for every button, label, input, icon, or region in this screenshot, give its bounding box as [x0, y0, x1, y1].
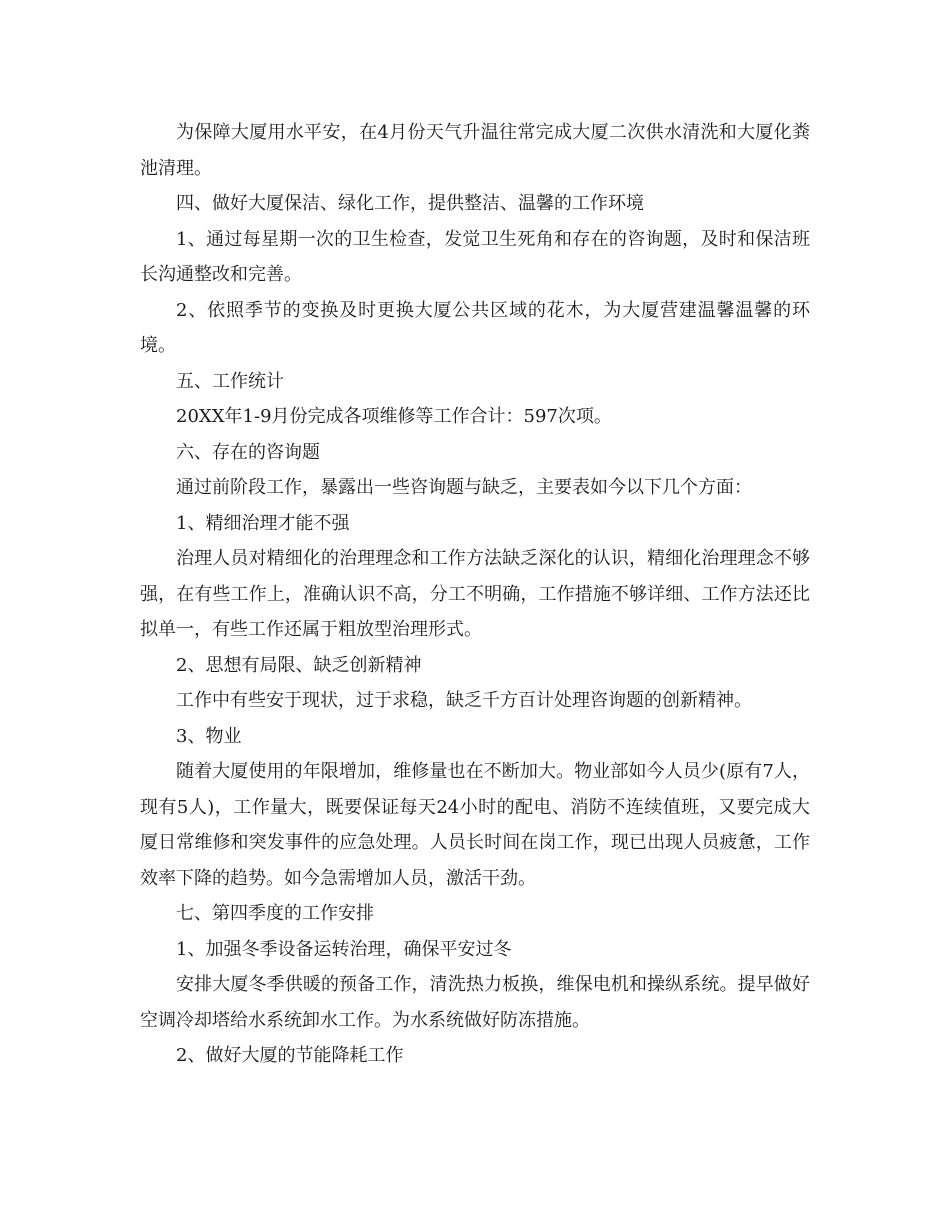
paragraph-problems-intro: 通过前阶段工作，暴露出一些咨询题与缺乏，主要表如今以下几个方面：: [176, 477, 752, 498]
heading-q4-plan: 七、第四季度的工作安排: [176, 903, 374, 924]
paragraph-property-staffing: 随着大厦使用的年限增加，维修量也在不断加大。物业部如今人员少(原有7人，现有5人)，工作量大，既要保证每天24小时的配电、消防不连续值班，又要完成大厦日常维修和突发事件的应急处理。人员长时间在岗工作，现已出现人员疲惫，工作效率下降的趋势。如今急需增加人员，激活干劲。: [140, 761, 810, 889]
paragraph-hygiene-check: 1、通过每星期一次的卫生检查，发觉卫生死角和存在的咨询题，及时和保洁班长沟通整改和完善。: [140, 228, 810, 285]
subheading-innovation: 2、思想有局限、缺乏创新精神: [176, 654, 422, 676]
heading-work-statistics: 五、工作统计: [176, 370, 284, 392]
heading-cleaning-greening: 四、做好大厦保洁、绿化工作，提供整洁、温馨的工作环境: [176, 193, 644, 214]
subheading-property: 3、物业: [176, 725, 242, 747]
paragraph-winter-heating: 安排大厦冬季供暖的预备工作，清洗热力板换，维保电机和操纵系统。提早做好空调冷却塔给水系统卸水工作。为水系统做好防冻措施。: [140, 974, 810, 1031]
subheading-fine-management: 1、精细治理才能不强: [176, 512, 350, 534]
subheading-winter-equipment: 1、加强冬季设备运转治理，确保平安过冬: [176, 938, 512, 960]
paragraph-water-safety: 为保障大厦用水平安，在4月份天气升温往常完成大厦二次供水清洗和大厦化粪池清理。: [140, 122, 810, 179]
paragraph-statistics-total: 20XX年1-9月份完成各项维修等工作合计：597次项。: [176, 406, 612, 427]
paragraph-fine-management: 治理人员对精细化的治理理念和工作方法缺乏深化的认识，精细化治理理念不够强，在有些工作上，准确认识不高，分工不明确，工作措施不够详细、工作方法还比拟单一，有些工作还属于粗放型治理形式。: [140, 548, 810, 640]
document-body: [140, 115, 810, 1074]
heading-existing-problems: 六、存在的咨询题: [176, 441, 320, 463]
subheading-energy-saving: 2、做好大厦的节能降耗工作: [176, 1045, 404, 1066]
paragraph-innovation: 工作中有些安于现状，过于求稳，缺乏千方百计处理咨询题的创新精神。: [176, 690, 752, 711]
paragraph-plant-replacement: 2、依照季节的变换及时更换大厦公共区域的花木，为大厦营建温馨温馨的环境。: [140, 299, 810, 356]
